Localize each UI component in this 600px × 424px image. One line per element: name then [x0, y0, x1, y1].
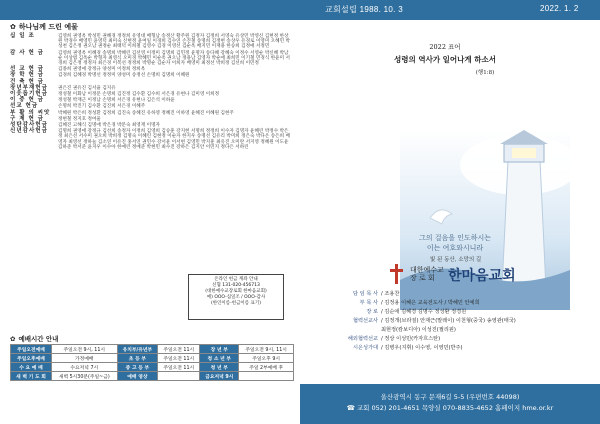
schedule-cell: 장 년 부 — [200, 345, 239, 354]
flower-icon: ✿ — [10, 23, 16, 31]
offering-label: 이웃돕기헌금 — [10, 91, 48, 98]
offering-label: 신년감사헌금 — [10, 128, 48, 135]
schedule-row — [11, 354, 294, 363]
staff-value: 최현정(캄보디아) 이성진(필리핀) — [381, 327, 456, 333]
offering-names — [58, 80, 292, 85]
schedule-cell: 주일오전예배 — [11, 345, 52, 354]
year-theme-label: 2022 표어 — [429, 43, 461, 51]
offering-names: 정현철 정지호 정여울 — [58, 116, 101, 122]
offering-row — [10, 92, 292, 97]
schedule-table — [10, 344, 294, 381]
offering-row — [10, 98, 292, 103]
schedule-cell: 주일오후예배 — [11, 354, 52, 363]
schedule-cell: 주일오전 11시 — [158, 363, 200, 372]
founding-date: 교회설립 1988. 10. 3 — [325, 5, 403, 14]
offering-label: 선교 헌금 — [10, 103, 39, 110]
offering-row — [10, 111, 292, 116]
schedule-title: ✿ 예배시간 안내 — [10, 334, 59, 343]
staff-value: / 조용찬 — [381, 291, 400, 297]
staff-label — [300, 326, 378, 335]
schedule-cell: 주일오후 9시 — [239, 354, 294, 363]
staff-list — [300, 290, 600, 353]
schedule-row — [11, 363, 294, 372]
offering-row — [10, 67, 292, 72]
offering-label: 선 교 헌 금 — [10, 66, 44, 73]
image-text-1: 그의 걸음을 인도하시는 — [418, 234, 492, 242]
offering-label: 구 제 헌 금 — [10, 115, 44, 122]
offering-names: 김경희 김혜경 박명선 정정미 양성미 송정선 손명희 김명희 이혜원 — [58, 73, 190, 79]
church-logo — [390, 264, 402, 284]
offering-row — [10, 123, 292, 128]
offering-label: 감 사 헌 금 — [10, 49, 44, 56]
offering-names: 권은진 권유진 김서율 김지유 — [58, 85, 116, 91]
offering-label: 십 일 조 — [10, 33, 35, 39]
offering-row — [10, 34, 292, 50]
offering-row — [10, 51, 292, 67]
staff-row — [300, 308, 600, 317]
schedule-cell: 주일 2부예배 후 — [239, 363, 294, 372]
staff-row — [300, 326, 600, 335]
staff-row — [300, 335, 600, 344]
staff-row — [300, 290, 600, 299]
church-footer — [300, 384, 600, 424]
staff-value: / 김병우(지휘) 이수영, 이영민(반주) — [381, 345, 463, 351]
schedule-cell: 새벽 5시30분(주일~금) — [51, 372, 117, 381]
year-motto — [340, 42, 550, 76]
staff-row — [300, 317, 600, 326]
offering-names: 김명희 권영애 강정규 김선희 송정자 이정희 김영희 김승훈 강지현 서명희 정정희 이수자 김명자 윤혜린 박정수 박은정 최은선 서수미 권오희 박희정 김명숙 이혜린 김현정 이순자 한지우 송명선 김유리 박미희 정은숙 박다온 송은희 배영자 최영선 정하늘 김소연 이유진 홍서연 권민수 강서윤 이서현 김영민 박지훈 최유진 오미란 서지영 정혜원 이도윤 김하준 박서준 윤지우 이수아 한예린 정예준 박현민 최수진 강하은 김지안 이민지 정다은 서하린 — [58, 129, 290, 150]
left-page — [0, 20, 300, 424]
schedule-row — [11, 345, 294, 354]
schedule-cell: 초 등 부 — [117, 354, 158, 363]
cross-icon — [395, 264, 398, 284]
image-text-2: 이는 여호와시니라 — [426, 244, 484, 252]
staff-label: 해외협력선교 — [347, 336, 378, 342]
staff-row — [300, 344, 600, 353]
offering-row — [10, 86, 292, 91]
notice-line: 예) OOO-십일조 / OOO-감사 — [206, 295, 266, 300]
slogan: 빛 된 동산, 소망의 길 — [430, 257, 482, 263]
staff-label: 부 목 사 — [359, 300, 378, 306]
notice-line: (한인이름-헌금이름 표기) — [210, 301, 262, 306]
schedule-cell: 중 고 등 부 — [117, 363, 158, 372]
offering-names: 김종희 권영애 강정규 양성미 이정희 정희옥 — [58, 67, 146, 73]
church-address: 울산광역시 동구 문재6길 5-5 (우편번호 44098) — [380, 393, 520, 401]
offering-row — [10, 73, 292, 78]
staff-row — [300, 299, 600, 308]
staff-label: 장 로 — [366, 309, 378, 315]
offering-row — [10, 117, 292, 122]
offering-row — [10, 80, 292, 85]
offering-names: 김혜진 고해식 김명애 박은경 박문숙 최영재 이명자 — [58, 123, 160, 129]
right-page — [300, 20, 600, 424]
staff-label: 시온성가대 — [352, 345, 378, 351]
offering-section-title: ✿ 하나님께 드린 예물 — [10, 23, 78, 31]
schedule-cell: 주일오전 11시 — [158, 354, 200, 363]
notice-line: (대한예수교장로회 한마음교회) — [205, 289, 267, 294]
schedule-cell: 유치부/유년부 — [117, 345, 158, 354]
schedule-cell: 청 년 부 — [200, 363, 239, 372]
church-contact: ☎ 교회 052) 201-4651 목양실 070-8835-4652 홈페이지 hme.or.kr — [346, 404, 554, 412]
offering-row — [10, 129, 292, 150]
schedule-cell: 주일오전 9시, 11시 — [239, 345, 294, 354]
schedule-cell: 수요저녁 7시 — [51, 363, 117, 372]
year-theme: 성령의 역사가 일어나게 하소서 — [393, 55, 497, 64]
schedule-cell — [239, 372, 294, 381]
schedule-cell: 주일오전 9시, 11시 — [51, 345, 117, 354]
schedule-cell: 금요저녁 9시 — [200, 372, 239, 381]
staff-label: 협력선교사 — [352, 318, 378, 324]
offering-list — [10, 34, 292, 151]
offering-label: 부 활 의 씨앗 — [10, 109, 51, 116]
church-denomination: 대한예수교 장 로 회 — [410, 266, 444, 282]
staff-value: / 정상 이성민(카자흐스탄) — [381, 336, 441, 342]
schedule-cell: 수 요 예 배 — [11, 363, 52, 372]
notice-line: 신협 131-020-456713 — [212, 283, 260, 288]
top-bar — [0, 0, 600, 20]
schedule-cell: 새 벽 기 도 회 — [11, 372, 52, 381]
offering-row — [10, 104, 292, 109]
offering-label: 장 학 헌 금 — [10, 72, 44, 79]
offering-label: 건 축 헌 금 — [10, 78, 44, 85]
offering-names: 김영희 권영옥 이혜경 송명희 박혜린 김선영 이정미 김명희 김민정 윤명자 송다혜 강혜숙 이정수 서영순 박신혜 박남순 이상범 김옥순 박형자 최영식 오미경 박혜민 이순옥 권오남 정용남 김영자 박순애 최희민 이기철 민경식 한윤미 서경희 김은정 정정자 최은경 이복선 정정희 박명순 김순자 이희자 배영미 최정선 박희정 김선희 이민정 — [58, 50, 290, 67]
offering-names: 박혜원 박은희 정성환 김정희 김진숙 송혜진 유하영 정혜진 이하영 윤혜진 이혜원 김현주 — [58, 110, 234, 116]
offering-label: 장년부재헌금 — [10, 84, 48, 91]
schedule-cell: 가정예배 — [51, 354, 117, 363]
offering-label: 성탄감사헌금 — [10, 122, 48, 129]
offering-names: 정성철 박재근 이정남 손명희 서은경 유현나 김은석 이하윤 — [58, 98, 175, 104]
offering-names: 손명희 박진기 김수환 김진희 서은경 이혜주 — [58, 104, 146, 110]
notice-line: 온라인 헌금 계좌 안내 — [214, 277, 258, 282]
staff-label: 담 임 목 사 — [353, 291, 378, 297]
phone-icon: ☎ — [346, 404, 357, 412]
schedule-cell: 주일오전 11시 — [158, 345, 200, 354]
schedule-cell — [158, 372, 200, 381]
theme-verse: (행1:8) — [475, 70, 495, 76]
online-offering-notice — [188, 274, 284, 320]
staff-value: / 김순애 김혜경 김명수 정성환 정경원 — [381, 309, 467, 315]
schedule-cell: 예배 영상 — [117, 372, 158, 381]
staff-value: / 김정개(브라질) 안재근(말레이) 이천형(중국) 송영관(태국) — [381, 318, 516, 324]
bulletin-date: 2022. 1. 2 — [540, 4, 579, 13]
schedule-cell: 청 소 년 부 — [200, 354, 239, 363]
staff-value: / 김정용 이혜은 교육전도사 / 박혜민 안예희 — [381, 300, 480, 306]
offering-names: 정성철 이화남 이정문 손명희 김진정 김수환 김수희 서은경 유현나 김미영 이희정 — [58, 92, 220, 98]
flower-icon: ✿ — [10, 334, 16, 343]
offering-names: 김영희 권영옥 박성민 권혜경 정정희 유영대 배형남 송정산 황주원 김정자 김정희 서영숙 유상민 박영신 김현정 한상원 박경수 배영민 윤영덕 최미숙 신현정 윤여일 이경희 김수연 손진철 송명희 김정현 송상우 유경로 이영미 오혜민 박성천 김은정 권오남 권정순 최태덕 이희철 김영수 김경 이영선 김순옥 배지민 이재용 한승희 김정애 서정민 — [58, 34, 290, 50]
schedule-row — [11, 372, 294, 381]
church-name: 한마음교회 — [448, 268, 516, 284]
offering-label: 이 중 헌 금 — [10, 97, 44, 104]
